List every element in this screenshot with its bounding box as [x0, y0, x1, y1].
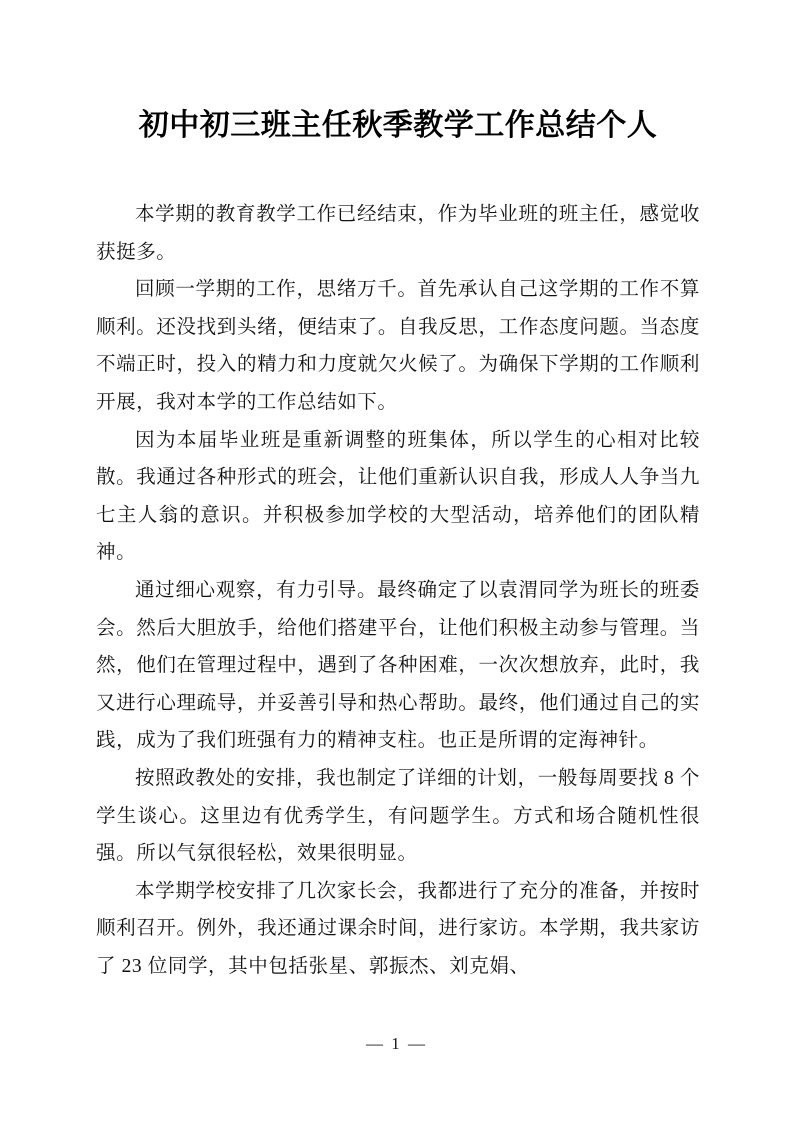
- paragraph: 回顾一学期的工作，思绪万千。首先承认自己这学期的工作不算顺利。还没找到头绪，便结束了。自我反思，工作态度问题。当态度不端正时，投入的精力和力度就欠火候了。为确保下学期的工作顺利开展，我对本学的工作总结如下。: [96, 279, 700, 413]
- paragraph: 通过细心观察，有力引导。最终确定了以袁渭同学为班长的班委会。然后大胆放手，给他们搭建平台，让他们积极主动参与管理。当然，他们在管理过程中，遇到了各种困难，一次次想放弃，此时，我又进行心理疏导，并妥善引导和热心帮助。最终，他们通过自己的实践，成为了我们班强有力的精神支柱。也正是所谓的定海神针。: [96, 579, 700, 752]
- paragraph: 本学期学校安排了几次家长会，我都进行了充分的准备，并按时顺利召开。例外，我还通过课余时间，进行家访。本学期，我共家访了 23 位同学，其中包括张星、郭振杰、刘克娟、: [96, 880, 700, 977]
- paragraph: 按照政教处的安排，我也制定了详细的计划，一般每周要找 8 个学生谈心。这里边有优秀学生，有问题学生。方式和场合随机性很强。所以气氛很轻松，效果很明显。: [96, 767, 700, 865]
- page-title: 初中初三班主任秋季教学工作总结个人: [138, 109, 658, 142]
- page-number-footer: — 1 —: [366, 1034, 427, 1053]
- paragraph: 因为本届毕业班是重新调整的班集体，所以学生的心相对比较散。我通过各种形式的班会，让他们重新认识自我，形成人人争当九七主人翁的意识。并积极参加学校的大型活动，培养他们的团队精神。: [96, 429, 700, 564]
- paragraph: 本学期的教育教学工作已经结束，作为毕业班的班主任，感觉收获挺多。: [96, 204, 700, 263]
- document-body: [96, 196, 700, 985]
